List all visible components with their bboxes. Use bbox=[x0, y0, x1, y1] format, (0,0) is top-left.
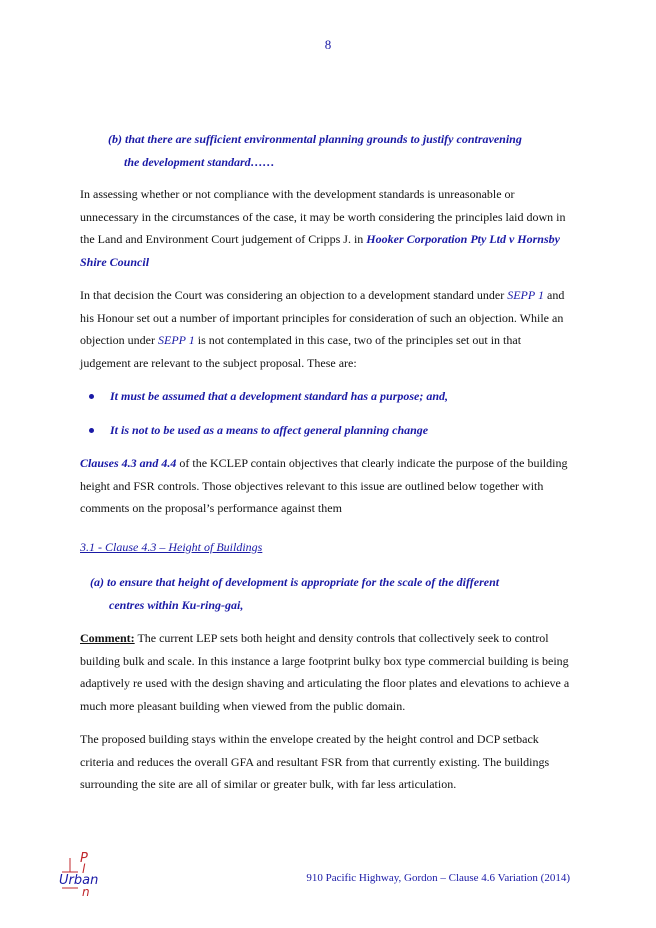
case-name: Hooker Corporation Pty Ltd v Hornsby Shire Council bbox=[80, 232, 560, 269]
heading-a-line1: (a) to ensure that height of development is appropriate for the scale of the different bbox=[90, 575, 500, 589]
comment-label: Comment: bbox=[80, 631, 135, 645]
paragraph-3 bbox=[80, 452, 572, 520]
logo-word: Urban bbox=[59, 873, 99, 888]
sepp-reference-2: SEPP 1 bbox=[157, 333, 195, 347]
clauses-reference: Clauses 4.3 and 4.4 bbox=[80, 456, 177, 470]
logo-letter-l: l bbox=[82, 862, 86, 876]
section-heading: 3.1 - Clause 4.3 – Height of Buildings bbox=[80, 539, 263, 554]
paragraph-2-text-c: is not contemplated in this case, two of the principles set out in that judgement are relevant to the subject proposal. These are: bbox=[80, 333, 522, 370]
paragraph-2-text-b: and his Honour set out a number of important principles for consideration of such an objection. While an objection under bbox=[80, 288, 565, 347]
bullet-icon bbox=[89, 428, 94, 433]
list-item bbox=[80, 385, 572, 408]
logo-letter-p: P bbox=[80, 851, 88, 866]
heading-b-line2: the development standard…… bbox=[124, 154, 275, 169]
comment-paragraph bbox=[80, 627, 572, 717]
paragraph-1 bbox=[80, 183, 572, 273]
list-item-text: It must be assumed that a development standard has a purpose; and, bbox=[110, 389, 449, 403]
urbanplan-logo bbox=[56, 848, 116, 900]
page-footer: 910 Pacific Highway, Gordon – Clause 4.6 Variation (2014) bbox=[306, 872, 570, 884]
paragraph-4: The proposed building stays within the envelope created by the height control and DCP setback criteria and reduces the overall GFA and resultant FSR from that currently existing. The buildings surrounding the site are all of similar or greater bulk, with far less articulation. bbox=[80, 732, 550, 791]
paragraph-2-text-a: In that decision the Court was considering an objection to a development standard under bbox=[80, 288, 508, 302]
logo-letter-n: n bbox=[82, 885, 90, 899]
paragraph-3-text: of the KCLEP contain objectives that clearly indicate the purpose of the building height and FSR controls. Those objectives relevant to this issue are outlined below together with comments on the proposal’s performance against them bbox=[80, 456, 568, 515]
paragraph-2 bbox=[80, 284, 572, 374]
comment-text: The current LEP sets both height and density controls that collectively seek to control building bulk and scale. In this instance a large footprint bulky box type commercial building is being adaptively re used with the design shaving and articulating the floor plates and elevations to achieve a much more pleasant building when viewed from the public domain. bbox=[80, 631, 570, 713]
sepp-reference-1: SEPP 1 bbox=[507, 288, 544, 302]
heading-a-line2: centres within Ku-ring-gai, bbox=[109, 597, 244, 612]
list-item bbox=[80, 419, 572, 442]
paragraph-1-text: In assessing whether or not compliance with the development standards is unreasonable or unnecessary in the circumstances of the case, it may be worth considering the principles laid down in the Land and Environment Court judgement of Cripps J. in bbox=[80, 187, 566, 246]
page-content bbox=[80, 128, 572, 807]
logo-graphic bbox=[56, 848, 116, 900]
heading-a bbox=[90, 571, 572, 616]
heading-b bbox=[108, 128, 572, 173]
list-item-text: It is not to be used as a means to affect general planning change bbox=[110, 422, 429, 437]
heading-b-line1: (b) that there are sufficient environmental planning grounds to justify contravening bbox=[108, 132, 522, 146]
principles-list bbox=[80, 385, 572, 441]
bullet-icon bbox=[89, 394, 94, 399]
page-number: 8 bbox=[324, 37, 332, 52]
